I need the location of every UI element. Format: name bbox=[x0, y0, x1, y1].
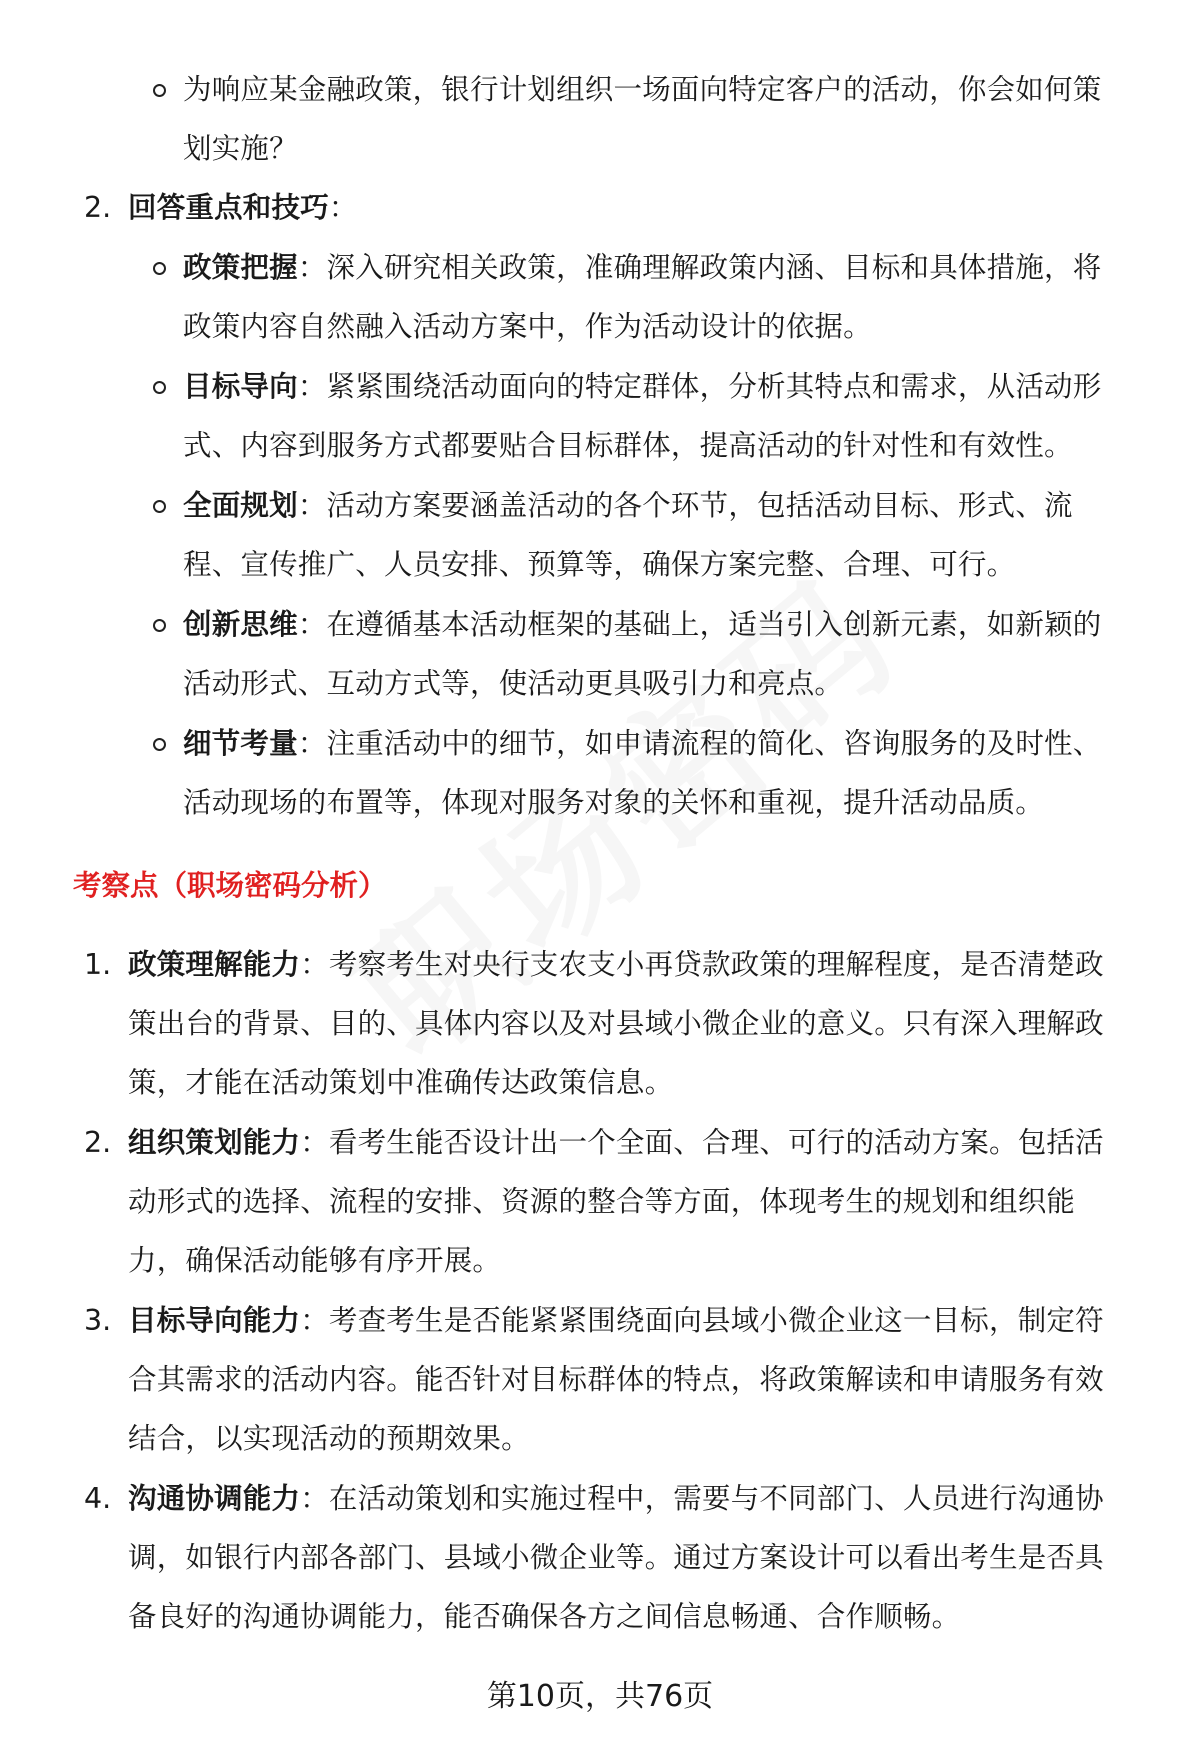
tip-item bbox=[183, 486, 1073, 526]
exam-point-line: 备良好的沟通协调能力，能否确保各方之间信息畅通、合作顺畅。 bbox=[128, 1600, 961, 1633]
bullet-icon bbox=[153, 738, 166, 751]
bullet-icon bbox=[153, 500, 166, 513]
list-number: 2. bbox=[84, 191, 112, 224]
exam-point-term: 组织策划能力 bbox=[128, 1126, 301, 1159]
bullet-icon bbox=[153, 619, 166, 632]
tip-text: ：注重活动中的细节，如申请流程的简化、咨询服务的及时性、 bbox=[297, 727, 1102, 760]
exam-point-term: 政策理解能力 bbox=[128, 948, 301, 981]
bullet-icon bbox=[153, 381, 166, 394]
tip-text: ：深入研究相关政策，准确理解政策内涵、目标和具体措施，将 bbox=[297, 251, 1102, 284]
exam-point bbox=[128, 1479, 1104, 1519]
list-heading-colon: ： bbox=[328, 191, 358, 224]
exam-point-term: 沟通协调能力 bbox=[128, 1482, 301, 1515]
tip-term: 目标导向 bbox=[183, 370, 298, 403]
tip-text: ：在遵循基本活动框架的基础上，适当引入创新元素，如新颖的 bbox=[297, 608, 1102, 641]
tip-item bbox=[183, 367, 1101, 407]
exam-point-term: 目标导向能力 bbox=[128, 1304, 301, 1337]
tip-text-line: 活动现场的布置等，体现对服务对象的关怀和重视，提升活动品质。 bbox=[183, 786, 1045, 819]
tip-text-line: 程、宣传推广、人员安排、预算等，确保方案完整、合理、可行。 bbox=[183, 548, 1016, 581]
question-line: 划实施？ bbox=[183, 132, 298, 165]
exam-point-line: 结合，以实现活动的预期效果。 bbox=[128, 1422, 530, 1455]
list-number: 1. bbox=[84, 948, 112, 981]
exam-point-line: 策，才能在活动策划中准确传达政策信息。 bbox=[128, 1066, 674, 1099]
bullet-icon bbox=[153, 262, 166, 275]
exam-point-text: ：考察考生对央行支农支小再贷款政策的理解程度，是否清楚政 bbox=[300, 948, 1104, 981]
tip-item bbox=[183, 605, 1101, 645]
tip-term: 创新思维 bbox=[183, 608, 298, 641]
section-title: 考察点（职场密码分析） bbox=[73, 869, 387, 902]
question-line: 为响应某金融政策，银行计划组织一场面向特定客户的活动，你会如何策 bbox=[183, 73, 1102, 106]
tip-term: 全面规划 bbox=[183, 489, 298, 522]
tip-text-line: 式、内容到服务方式都要贴合目标群体，提高活动的针对性和有效性。 bbox=[183, 429, 1073, 462]
exam-point-text: ：在活动策划和实施过程中，需要与不同部门、人员进行沟通协 bbox=[300, 1482, 1104, 1515]
tip-text: ：活动方案要涵盖活动的各个环节，包括活动目标、形式、流 bbox=[297, 489, 1073, 522]
exam-point-line: 调，如银行内部各部门、县域小微企业等。通过方案设计可以看出考生是否具 bbox=[128, 1541, 1104, 1574]
tip-term: 政策把握 bbox=[183, 251, 298, 284]
exam-point bbox=[128, 1123, 1104, 1163]
exam-point-line: 合其需求的活动内容。能否针对目标群体的特点，将政策解读和申请服务有效 bbox=[128, 1363, 1104, 1396]
exam-point-text: ：考查考生是否能紧紧围绕面向县域小微企业这一目标，制定符 bbox=[300, 1304, 1104, 1337]
tip-term: 细节考量 bbox=[183, 727, 298, 760]
tip-item bbox=[183, 724, 1101, 764]
list-heading-title: 回答重点和技巧 bbox=[128, 191, 329, 224]
exam-point bbox=[128, 945, 1104, 985]
tip-item bbox=[183, 248, 1101, 288]
list-number: 4. bbox=[84, 1482, 112, 1515]
exam-point-line: 策出台的背景、目的、具体内容以及对县域小微企业的意义。只有深入理解政 bbox=[128, 1007, 1104, 1040]
tip-text-line: 政策内容自然融入活动方案中，作为活动设计的依据。 bbox=[183, 310, 872, 343]
list-heading bbox=[128, 188, 358, 228]
tip-text: ：紧紧围绕活动面向的特定群体，分析其特点和需求，从活动形 bbox=[297, 370, 1102, 403]
exam-point-line: 动形式的选择、流程的安排、资源的整合等方面，体现考生的规划和组织能 bbox=[128, 1185, 1076, 1218]
exam-point-text: ：看考生能否设计出一个全面、合理、可行的活动方案。包括活 bbox=[300, 1126, 1104, 1159]
list-number: 3. bbox=[84, 1304, 112, 1337]
bullet-icon bbox=[153, 84, 166, 97]
tip-text-line: 活动形式、互动方式等，使活动更具吸引力和亮点。 bbox=[183, 667, 844, 700]
list-number: 2. bbox=[84, 1126, 112, 1159]
exam-point-line: 力，确保活动能够有序开展。 bbox=[128, 1244, 502, 1277]
exam-point bbox=[128, 1301, 1104, 1341]
page-number: 第10页，共76页 bbox=[486, 1679, 714, 1714]
